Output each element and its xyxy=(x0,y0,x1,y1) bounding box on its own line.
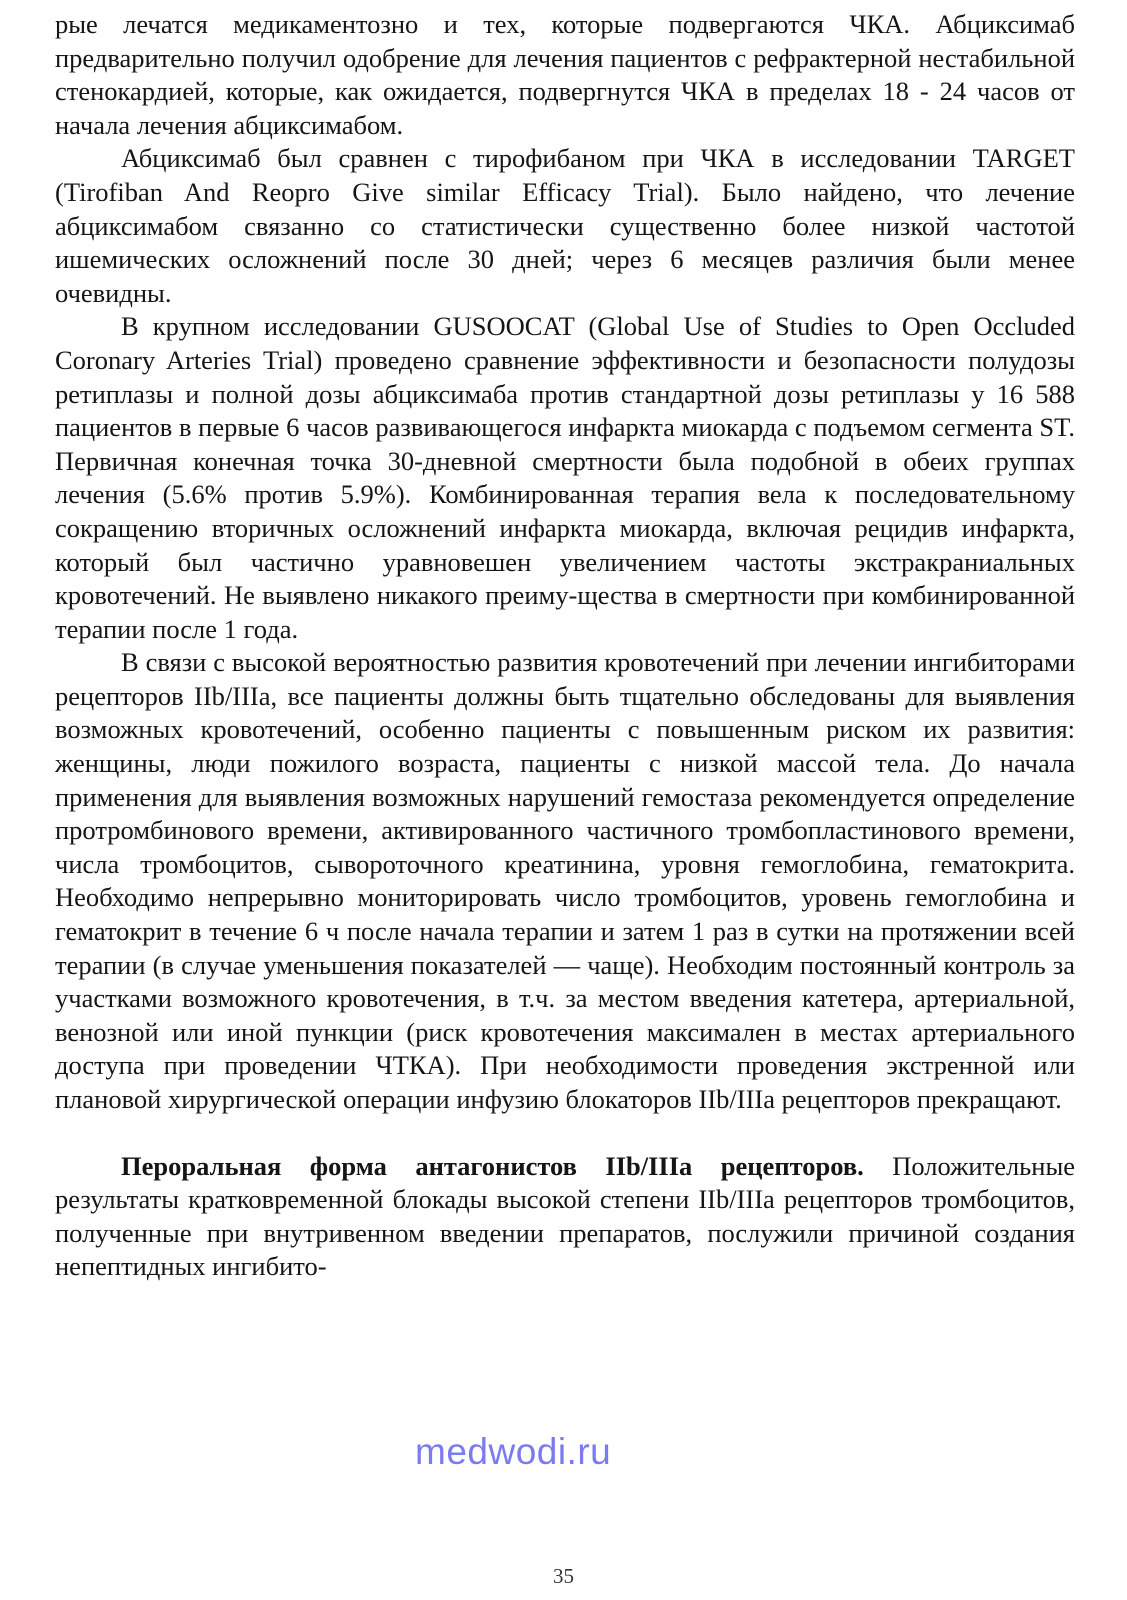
watermark: medwodi.ru xyxy=(415,1431,612,1472)
section-text: Положительные результаты кратковременной блокады высокой степени IIb/IIIa рецепторов тромбоцитов, полученные при внутривенном введении препаратов, послужили причиной создания непептидных ингибито- xyxy=(55,1150,1076,1282)
paragraph-gusoocat-trial: В крупном исследовании GUSOOCAT (Global Use of Studies to Open Occluded Coronary Arteries Trial) проведено сравнение эффективности и безопасности полудозы ретиплазы и полной дозы абциксимаба против стандартной дозы ретиплазы у 16 588 пациентов в первые 6 часов развивающегося инфаркта миокарда с подъемом сегмента ST. Первичная конечная точка 30-дневной смертности была подобной в обеих группах лечения (5.6% против 5.9%). Комбинированная терапия вела к последовательному сокращению вторичных осложнений инфаркта миокарда, включая рецидив инфаркта, который был частично уравновешен увеличением частоты экстракраниальных кровотечений. Не выявлено никакого преиму-щества в смертности при комбинированной терапии после 1 года. xyxy=(55,311,1075,644)
paragraph-continuation: рые лечатся медикаментозно и тех, которые подвергаются ЧКА. Абциксимаб предварительно получил одобрение для лечения пациентов с рефрактерной нестабильной стенокардией, которые, как ожидается, подвергнутся ЧКА в пределах 18 - 24 часов от начала лечения абциксимабом. xyxy=(55,9,1075,140)
section-heading: Пероральная форма антагонистов IIb/IIIa рецепторов. xyxy=(121,1150,864,1181)
paragraph-bleeding-risk: В связи с высокой вероятностью развития кровотечений при лечении ингибиторами рецепторов IIb/IIIa, все пациенты должны быть тщательно обследованы для выявления возможных кровотечений, особенно пациенты с повышенным риском их развития: женщины, люди пожилого возраста, пациенты с низкой массой тела. До начала применения для выявления возможных нарушений гемостаза рекомендуется определение протромбинового времени, активированного частичного тромбопластинового времени, числа тромбоцитов, сывороточного креатинина, уровня гемоглобина, гематокрита. Необходимо непрерывно мониторировать число тромбоцитов, уровень гемоглобина и гематокрит в течение 6 ч после начала терапии и затем 1 раз в сутки на протяжении всей терапии (в случае уменьшения показателей — чаще). Необходим постоянный контроль за участками возможного кровотечения, в т.ч. за местом введения катетера, артериальной, венозной или иной пункции (риск кровотечения максимален в местах артериального доступа при проведении ЧТКА). При необходимости проведения экстренной или плановой хирургической операции инфузию блокаторов IIb/IIIa рецепторов прекращают. xyxy=(55,647,1075,1114)
section-oral-antagonists xyxy=(55,1150,1075,1284)
page-number: 35 xyxy=(553,1564,574,1588)
paragraph-target-trial: Абциксимаб был сравнен с тирофибаном при ЧКА в исследовании TARGET (Tirofiban And Reopro Give similar Efficacy Trial). Было найдено, что лечение абциксимабом связанно со статистически существенно более низкой частотой ишемических осложнений после 30 дней; через 6 месяцев различия были менее очевидны. xyxy=(55,143,1075,308)
document-page xyxy=(55,8,1075,1284)
